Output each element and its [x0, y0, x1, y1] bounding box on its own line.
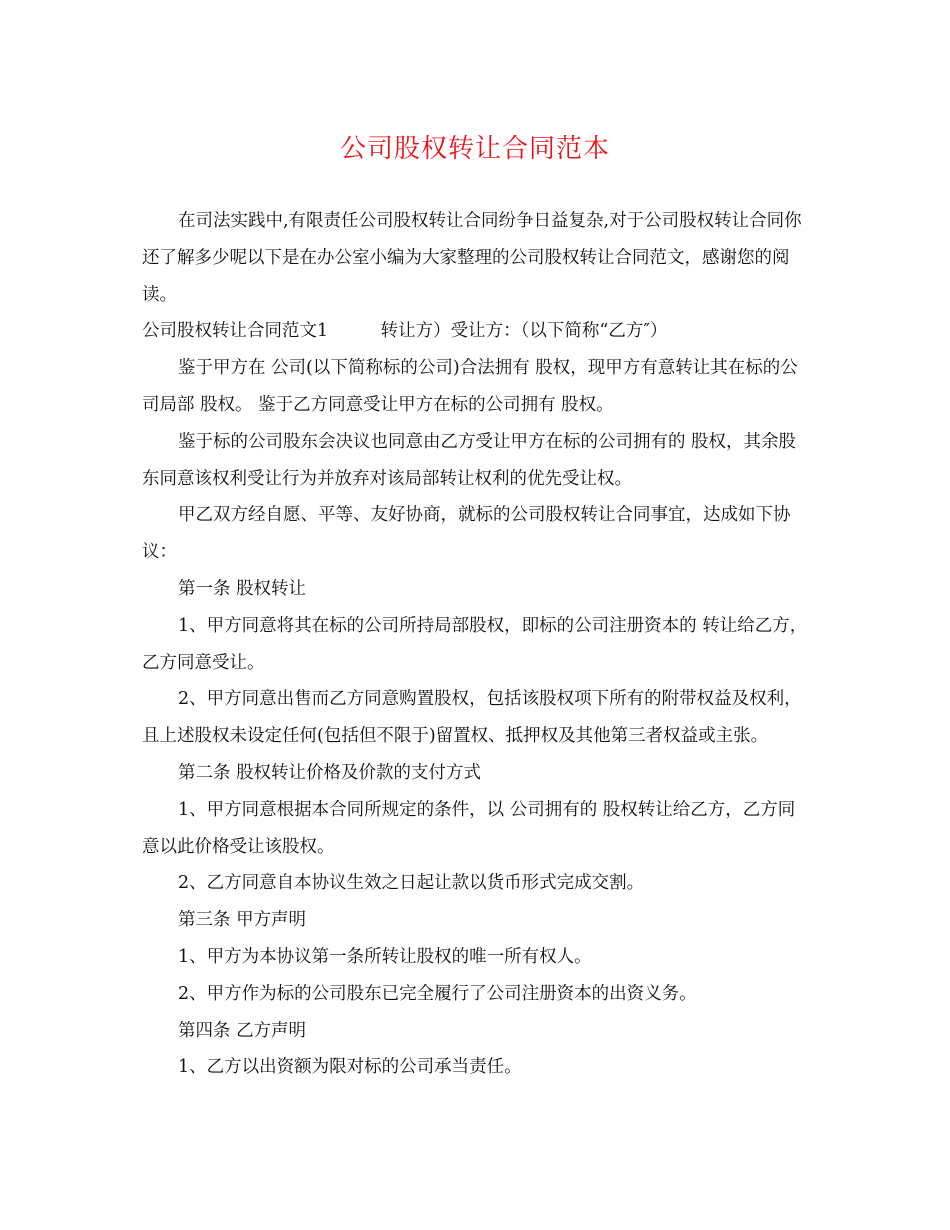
article-heading: 第一条 股权转让: [178, 578, 307, 599]
clause-paragraph: 1、甲方同意根据本合同所规定的条件，以 公司拥有的 股权转让给乙方，乙方同意以此价格受让该股权。: [142, 799, 796, 857]
agreement-paragraph: 甲乙双方经自愿、平等、友好协商，就标的公司股权转让合同事宜，达成如下协议：: [142, 505, 791, 563]
article-heading: 第四条 乙方声明: [178, 1020, 307, 1041]
clause-paragraph: 1、甲方为本协议第一条所转让股权的唯一所有权人。: [178, 946, 592, 967]
clause-paragraph: 2、乙方同意自本协议生效之日起让款以货币形式完成交割。: [178, 873, 645, 894]
recital-paragraph: 鉴于标的公司股东会决议也同意由乙方受让甲方在标的公司拥有的 股权，其余股东同意该权利受让行为并放弃对该局部转让权利的优先受让权。: [142, 431, 797, 489]
clause-paragraph: 1、甲方同意将其在标的公司所持局部股权，即标的公司注册资本的 转让给乙方，乙方同意受让。: [142, 615, 808, 673]
clause-paragraph: 1、乙方以出资额为限对标的公司承当责任。: [178, 1057, 522, 1078]
sample-heading-line: 公司股权转让合同范文1 转让方）受让方：（以下简称“乙方″）: [142, 321, 668, 342]
clause-paragraph: 2、甲方作为标的公司股东已完全履行了公司注册资本的出资义务。: [178, 983, 697, 1004]
article-heading: 第二条 股权转让价格及价款的支付方式: [178, 762, 482, 783]
document-body: [142, 203, 810, 1086]
article-heading: 第三条 甲方声明: [178, 910, 307, 931]
clause-paragraph: 2、甲方同意出售而乙方同意购置股权，包括该股权项下所有的附带权益及权利，且上述股权未设定任何(包括但不限于)留置权、抵押权及其他第三者权益或主张。: [142, 689, 802, 747]
intro-paragraph: 在司法实践中,有限责任公司股权转让合同纷争日益复杂,对于公司股权转让合同你还了解多少呢以下是在办公室小编为大家整理的公司股权转让合同范文，感谢您的阅读。: [142, 211, 802, 305]
document-title: 公司股权转让合同范本: [339, 134, 610, 164]
recital-paragraph: 鉴于甲方在 公司(以下简称标的公司)合法拥有 股权，现甲方有意转让其在标的公司局部 股权。 鉴于乙方同意受让甲方在标的公司拥有 股权。: [142, 358, 798, 415]
